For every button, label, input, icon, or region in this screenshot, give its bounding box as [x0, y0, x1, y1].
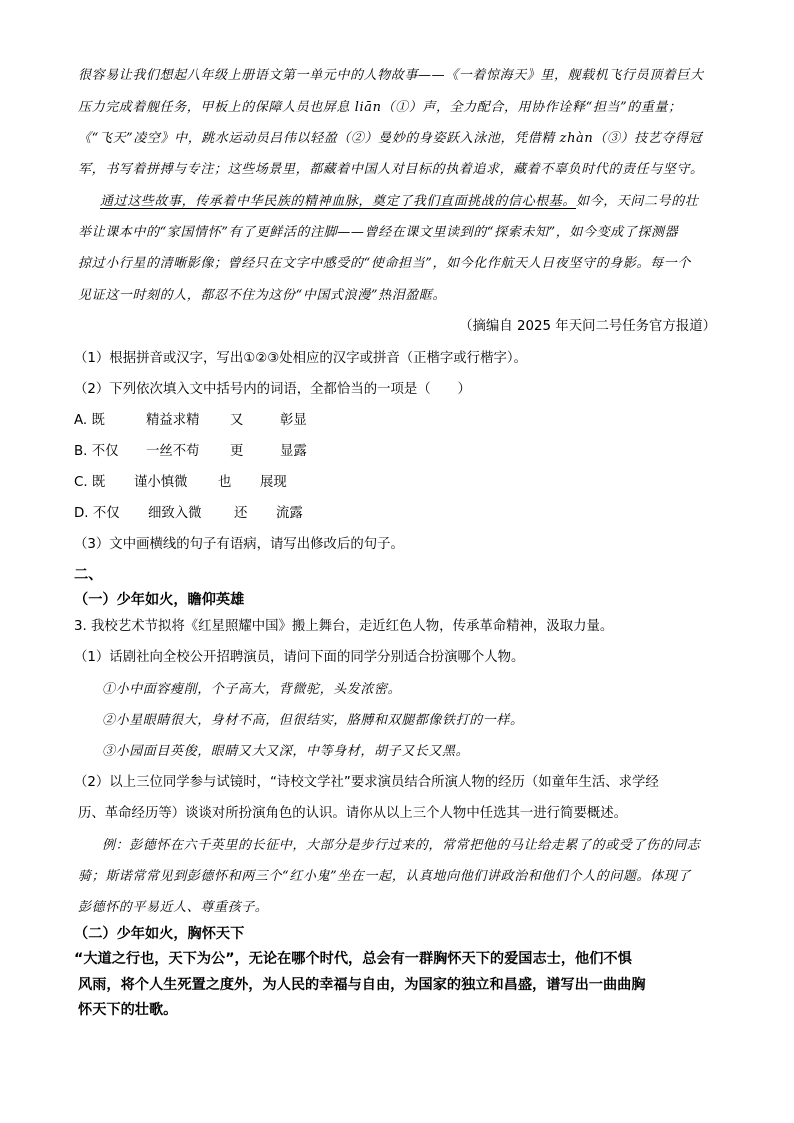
option-a: A. 既 精益求精 又 彰显	[74, 413, 307, 428]
student-3: ③小园面目英俊，眼睛又大又深，中等身材，胡子又长又黑。	[102, 744, 470, 759]
option-c: C. 既 谨小慎微 也 展现	[74, 475, 287, 490]
passage-para2-line-1	[100, 192, 698, 212]
example-line-2: 骑；斯诺常常见到彭德怀和两三个“红小鬼”坐在一起，认真地向他们讲政治和他们个人的问题。体现了	[78, 869, 691, 884]
part2-line-2: 风雨，将个人生死置之度外，为人民的幸福与自由，为国家的独立和昌盛，谱写出一曲曲胸	[78, 977, 646, 993]
part1-title: （一）少年如火，瞻仰英雄	[74, 592, 245, 608]
example-line-3: 彭德怀的平易近人、尊重孩子。	[78, 900, 269, 915]
q3-sub2-line-2: 历、革命经历等）谈谈对所扮演角色的认识。请你从以上三个人物中任选其一进行简要概述。	[78, 806, 628, 821]
q3-stem: 3. 我校艺术节拟将《红星照耀中国》搬上舞台，走近红色人物，传承革命精神，汲取力量。	[74, 619, 614, 634]
passage-line-4: 军，书写着拼搏与专注；这些场景里，都藏着中国人对目标的执着追求，藏着不辜负时代的责任与坚守。	[78, 162, 704, 177]
passage-para2-line-2: 举让课本中的“家国情怀”有了更鲜活的注脚——曾经在课文里读到的“探索未知”，如今变成了探测器	[78, 225, 679, 240]
q1-sub3: （3）文中画横线的句子有语病，请写出修改后的句子。	[74, 537, 404, 552]
passage-para2-line-3: 掠过小行星的清晰影像；曾经只在文字中感受的“使命担当”，如今化作航天人日夜坚守的身影。每一个	[78, 256, 691, 271]
q3-sub2-line-1: （2）以上三位同学参与试镜时，“诗校文学社”要求演员结合所演人物的经历（如童年生活、求学经	[74, 775, 659, 790]
para2-continuation: 如今，天问二号的壮	[576, 194, 699, 209]
underlined-sentence: 通过这些故事，传承着中华民族的精神血脉，奠定了我们直面挑战的信心根基。	[100, 194, 577, 209]
option-d: D. 不仅 细致入微 还 流露	[74, 506, 303, 521]
part2-line-1: “大道之行也，天下为公”，无论在哪个时代，总会有一群胸怀天下的爱国志士，他们不惧	[74, 951, 632, 967]
q3-sub1: （1）话剧社向全校公开招聘演员，请问下面的同学分别适合扮演哪个人物。	[74, 650, 525, 665]
student-2: ②小星眼睛很大，身材不高，但很结实，胳膊和双腿都像铁打的一样。	[102, 713, 524, 728]
passage-line-3: 《“飞天”凌空》中，跳水运动员吕伟以轻盈（②）曼妙的身姿跃入泳池，凭借精 zhàn（③）技艺夺得冠	[78, 131, 703, 146]
passage-para2-line-4: 见证这一时刻的人，都忍不住为这份“中国式浪漫”热泪盈眶。	[78, 288, 447, 303]
student-1: ①小中面容瘦削，个子高大，背微驼，头发浓密。	[102, 682, 402, 697]
part2-line-3: 怀天下的壮歌。	[78, 1002, 178, 1018]
part2-title: （二）少年如火，胸怀天下	[74, 926, 245, 942]
q1-sub1: （1）根据拼音或汉字，写出①②③处相应的汉字或拼音（正楷字或行楷字）。	[74, 351, 527, 366]
option-b: B. 不仅 一丝不苟 更 显露	[74, 444, 307, 459]
passage-line-2: 压力完成着舰任务，甲板上的保障人员也屏息 liān（①）声，全力配合，用协作诠释“担当”的重量；	[78, 100, 682, 115]
example-line-1: 例：彭德怀在六千英里的长征中，大部分是步行过来的，常常把他的马让给走累了的或受了伤的同志	[102, 838, 701, 853]
passage-line-1: 很容易让我们想起八年级上册语文第一单元中的人物故事——《一着惊海天》里，舰载机飞行员顶着巨大	[78, 68, 704, 83]
q1-sub2: （2）下列依次填入文中括号内的词语，全都恰当的一项是（ ）	[74, 382, 471, 397]
passage-source: （摘编自 2025 年天问二号任务官方报道）	[459, 319, 716, 334]
section-heading: 二、	[74, 567, 103, 583]
